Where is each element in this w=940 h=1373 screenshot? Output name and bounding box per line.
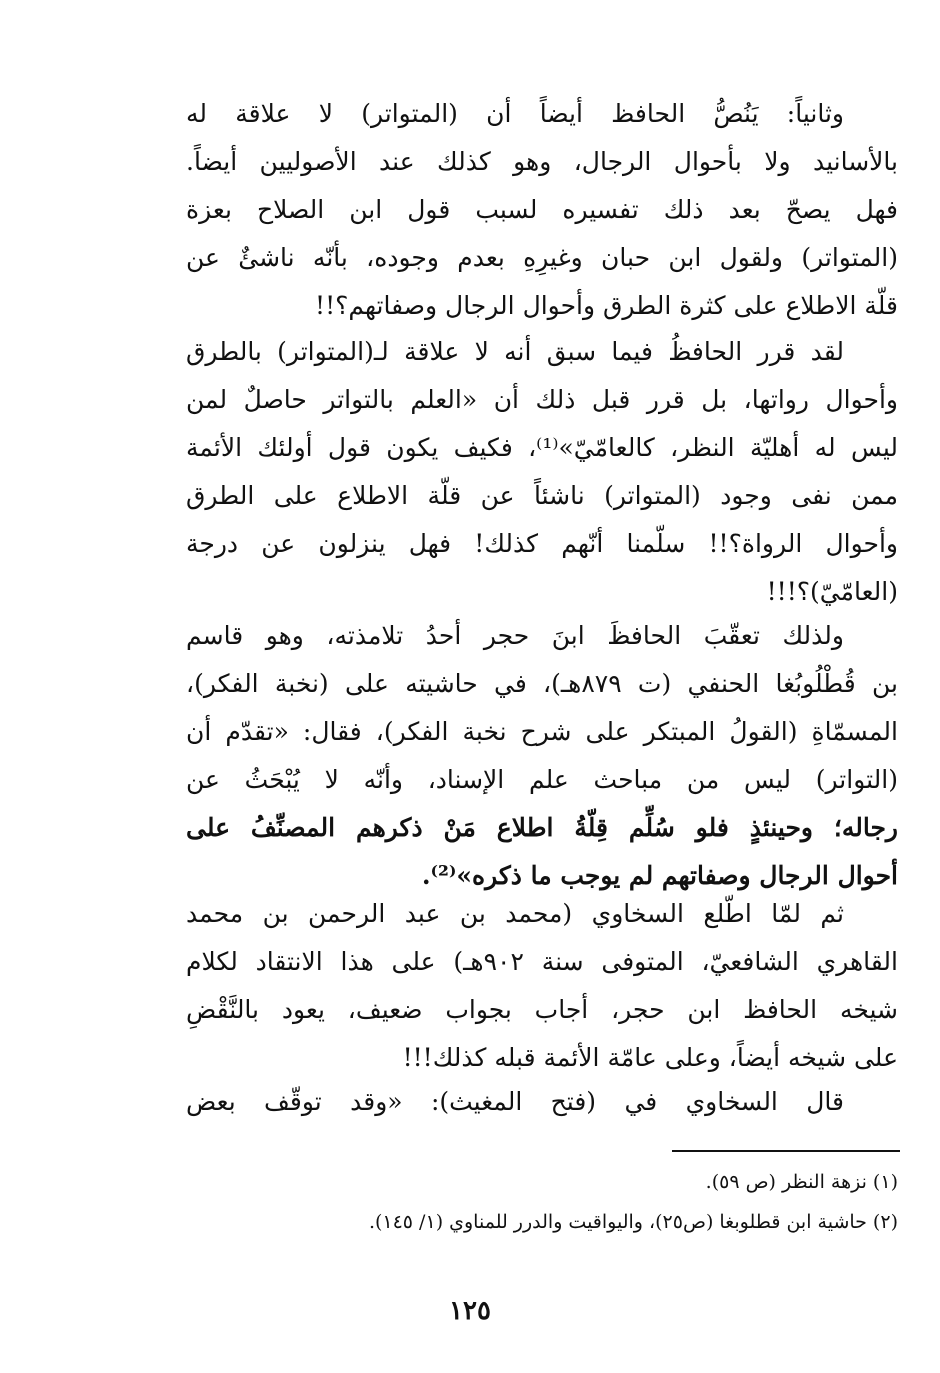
text-line: أحوال الرجال وصفاتهم لم يوجب ما ذكره»⁽²⁾.	[421, 861, 898, 890]
text-line: ليس له أهليّة النظر، كالعامّيّ»⁽¹⁾، فكيف يكون قول أولئك الأئمة	[186, 433, 898, 462]
text-line: ثم لمّا اطّلع السخاوي (محمد بن عبد الرحمن بن محمد	[186, 899, 844, 928]
text-line: فهل يصحّ بعد ذلك تفسيره لسبب قول ابن الصلاح بعزة	[186, 195, 898, 224]
text-line: بن قُطْلُوبُغا الحنفي (ت ٨٧٩هـ)، في حاشيته على (نخبة الفكر)،	[186, 669, 898, 698]
text-line: قال السخاوي في (فتح المغيث): «وقد توقّف بعض	[186, 1087, 844, 1116]
footnotes	[186, 1162, 898, 1242]
text-line: رجاله؛ وحينئذٍ فلو سُلِّم قِلّةُ اطلاع مَنْ ذكرهم المصنِّفُ على	[186, 813, 898, 842]
text-line: (المتواتر) ولقول ابن حبان وغيرِهِ بعدم وجوده، بأنّه ناشئٌ عن	[186, 243, 898, 272]
text-line: (العامّيّ)؟!!!	[766, 577, 898, 606]
paragraph-2	[186, 328, 898, 616]
page-number: ١٢٥	[449, 1296, 491, 1326]
paragraph-5	[186, 1078, 898, 1126]
text-line: شيخه الحافظ ابن حجر، أجاب بجواب ضعيف، يعود بالنَّقْضِ	[186, 995, 898, 1024]
text-line: المسمّاةِ (القولُ المبتكر على شرح نخبة الفكر)، فقال: «تقدّم أن	[186, 717, 898, 746]
text-line: ولذلك تعقّبَ الحافظَ ابنَ حجر أحدُ تلامذته، وهو قاسم	[186, 621, 844, 650]
paragraph-1	[186, 90, 898, 330]
paragraph-4	[186, 890, 898, 1082]
text-line: قلّة الاطلاع على كثرة الطرق وأحوال الرجال وصفاتهم؟!!	[315, 291, 898, 320]
text-line: ممن نفى وجود (المتواتر) ناشئاً عن قلّة الاطلاع على الطرق	[186, 481, 898, 510]
footnote-1: (١) نزهة النظر (ص ٥٩).	[705, 1171, 898, 1193]
text-line: (التواتر) ليس من مباحث علم الإسناد، وأنّه لا يُبْحَثُ عن	[186, 765, 898, 794]
text-line: القاهري الشافعيّ، المتوفى سنة ٩٠٢هـ) على هذا الانتقاد لكلام	[186, 947, 898, 976]
text-line: لقد قرر الحافظُ فيما سبق أنه لا علاقة لـ(المتواتر) بالطرق	[186, 337, 844, 366]
text-line: وأحوال الرواة؟!! سلّمنا أنّهم كذلك! فهل ينزلون عن درجة	[186, 529, 898, 558]
text-line: على شيخه أيضاً، وعلى عامّة الأئمة قبله كذلك!!!	[402, 1043, 898, 1072]
footnote-divider	[672, 1150, 900, 1152]
text-line: بالأسانيد ولا بأحوال الرجال، وهو كذلك عند الأصوليين أيضاً.	[186, 147, 898, 176]
text-line: وأحوال رواتها، بل قرر قبل ذلك أن «العلم بالتواتر حاصلٌ لمن	[186, 385, 898, 414]
text-line: وثانياً: يَنُصُّ الحافظ أيضاً أن (المتواتر) لا علاقة له	[186, 99, 844, 128]
paragraph-3	[186, 612, 898, 900]
footnote-2: (٢) حاشية ابن قطلوبغا (ص٢٥)، واليواقيت والدرر للمناوي (١/ ١٤٥).	[368, 1211, 898, 1233]
